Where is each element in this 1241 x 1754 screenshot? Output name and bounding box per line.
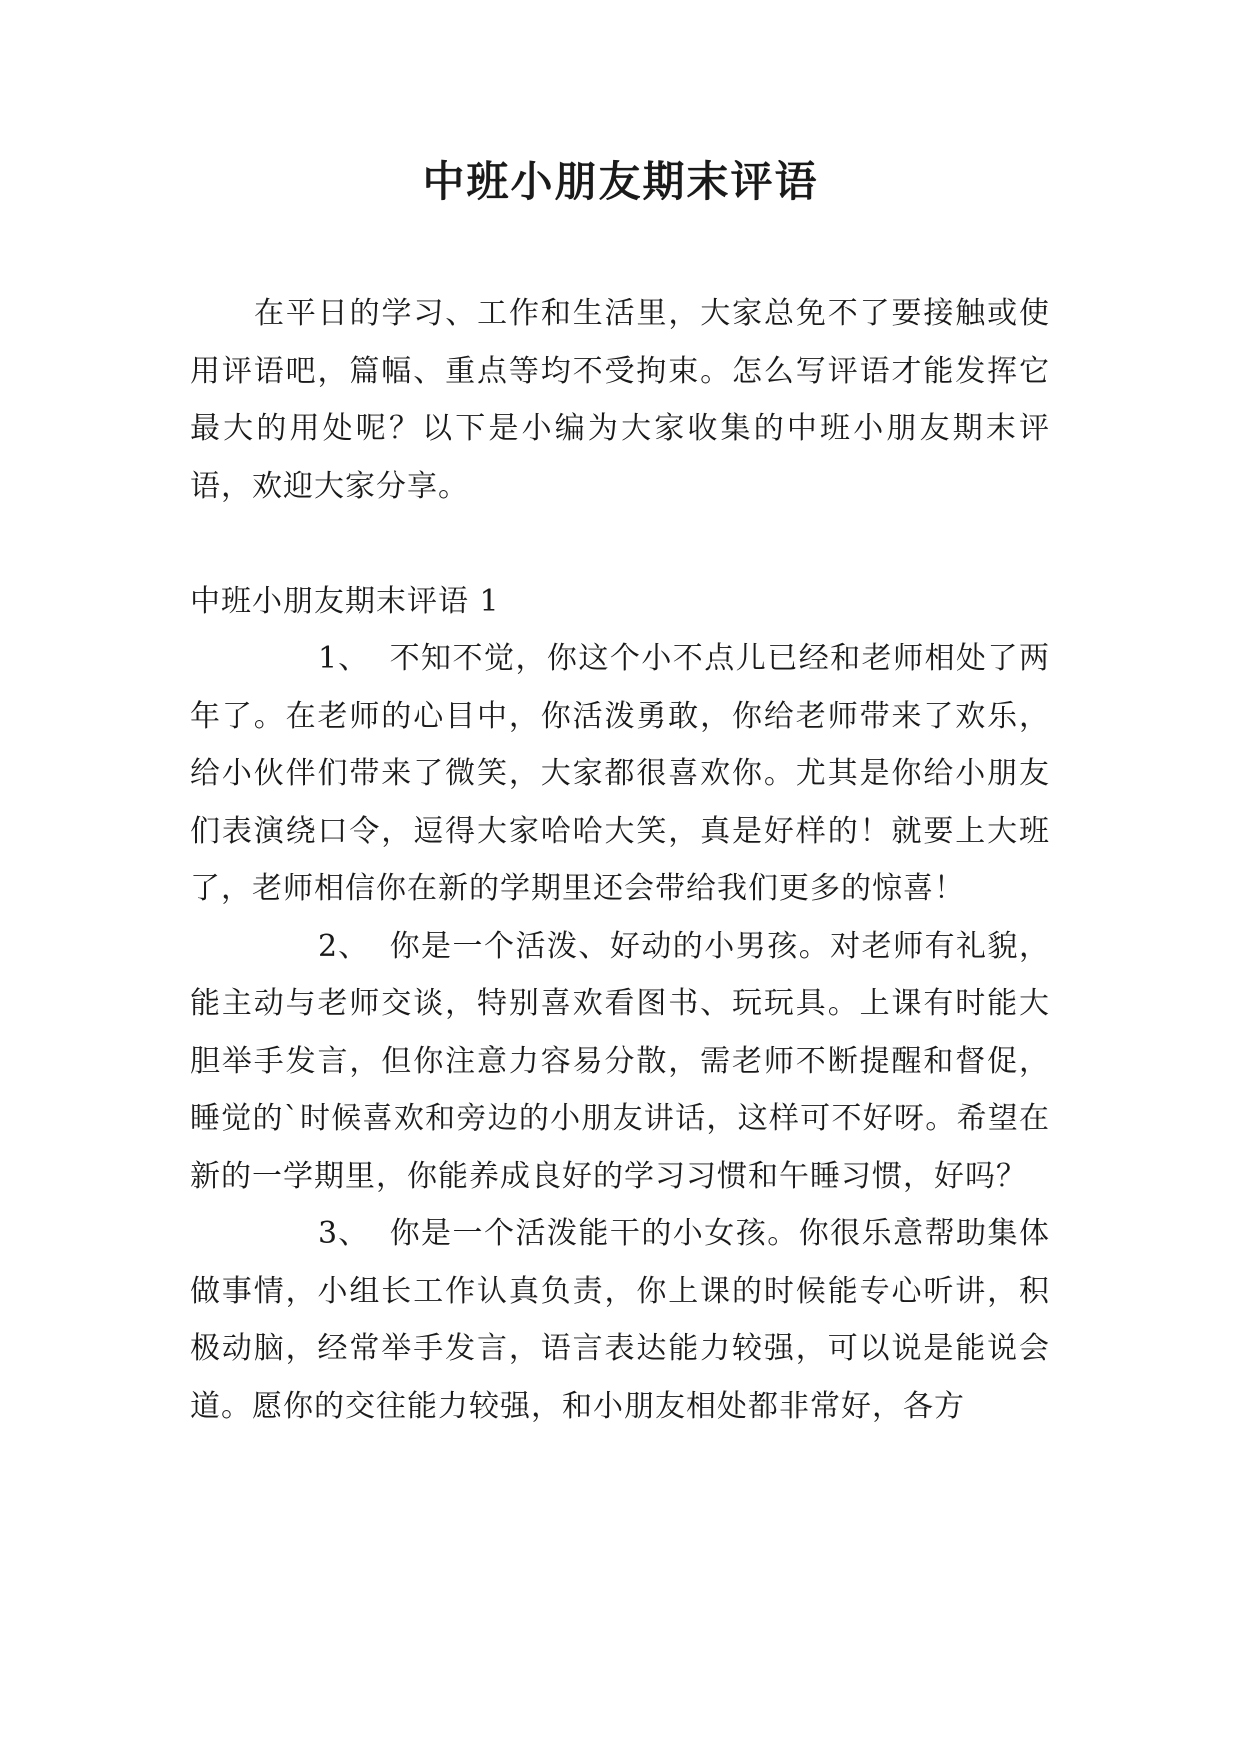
comment-item-1 <box>190 630 1050 918</box>
comment-text: 你是一个活泼、好动的小男孩。对老师有礼貌，能主动与老师交谈，特别喜欢看图书、玩玩具。上课有时能大胆举手发言，但你注意力容易分散，需老师不断提醒和督促，睡觉的`时候喜欢和旁边的小朋友讲话，这样可不好呀。希望在新的一学期里，你能养成良好的学习习惯和午睡习惯，好吗？ <box>190 928 1050 1194</box>
comment-number: 1、 <box>318 641 370 676</box>
comment-text: 不知不觉，你这个小不点儿已经和老师相处了两年了。在老师的心目中，你活泼勇敢，你给老师带来了欢乐，给小伙伴们带来了微笑，大家都很喜欢你。尤其是你给小朋友们表演绕口令，逗得大家哈哈大笑，真是好样的！就要上大班了，老师相信你在新的学期里还会带给我们更多的惊喜！ <box>190 641 1050 906</box>
comment-number: 3、 <box>318 1216 370 1251</box>
section-heading: 中班小朋友期末评语 1 <box>190 583 500 619</box>
intro-paragraph: 在平日的学习、工作和生活里，大家总免不了要接触或使用评语吧，篇幅、重点等均不受拘束。怎么写评语才能发挥它最大的用处呢？以下是小编为大家收集的中班小朋友期末评语，欢迎大家分享。 <box>190 296 1050 504</box>
comment-item-3 <box>190 1205 1050 1435</box>
comment-number: 2、 <box>318 928 370 964</box>
comment-text: 你是一个活泼能干的小女孩。你很乐意帮助集体做事情，小组长工作认真负责，你上课的时候能专心听讲，积极动脑，经常举手发言，语言表达能力较强，可以说是能说会道。愿你的交往能力较强，和小朋友相处都非常好，各方 <box>190 1216 1050 1424</box>
document-title: 中班小朋友期末评语 <box>422 157 819 206</box>
comment-item-2 <box>190 918 1050 1206</box>
document-body <box>190 285 1050 1435</box>
